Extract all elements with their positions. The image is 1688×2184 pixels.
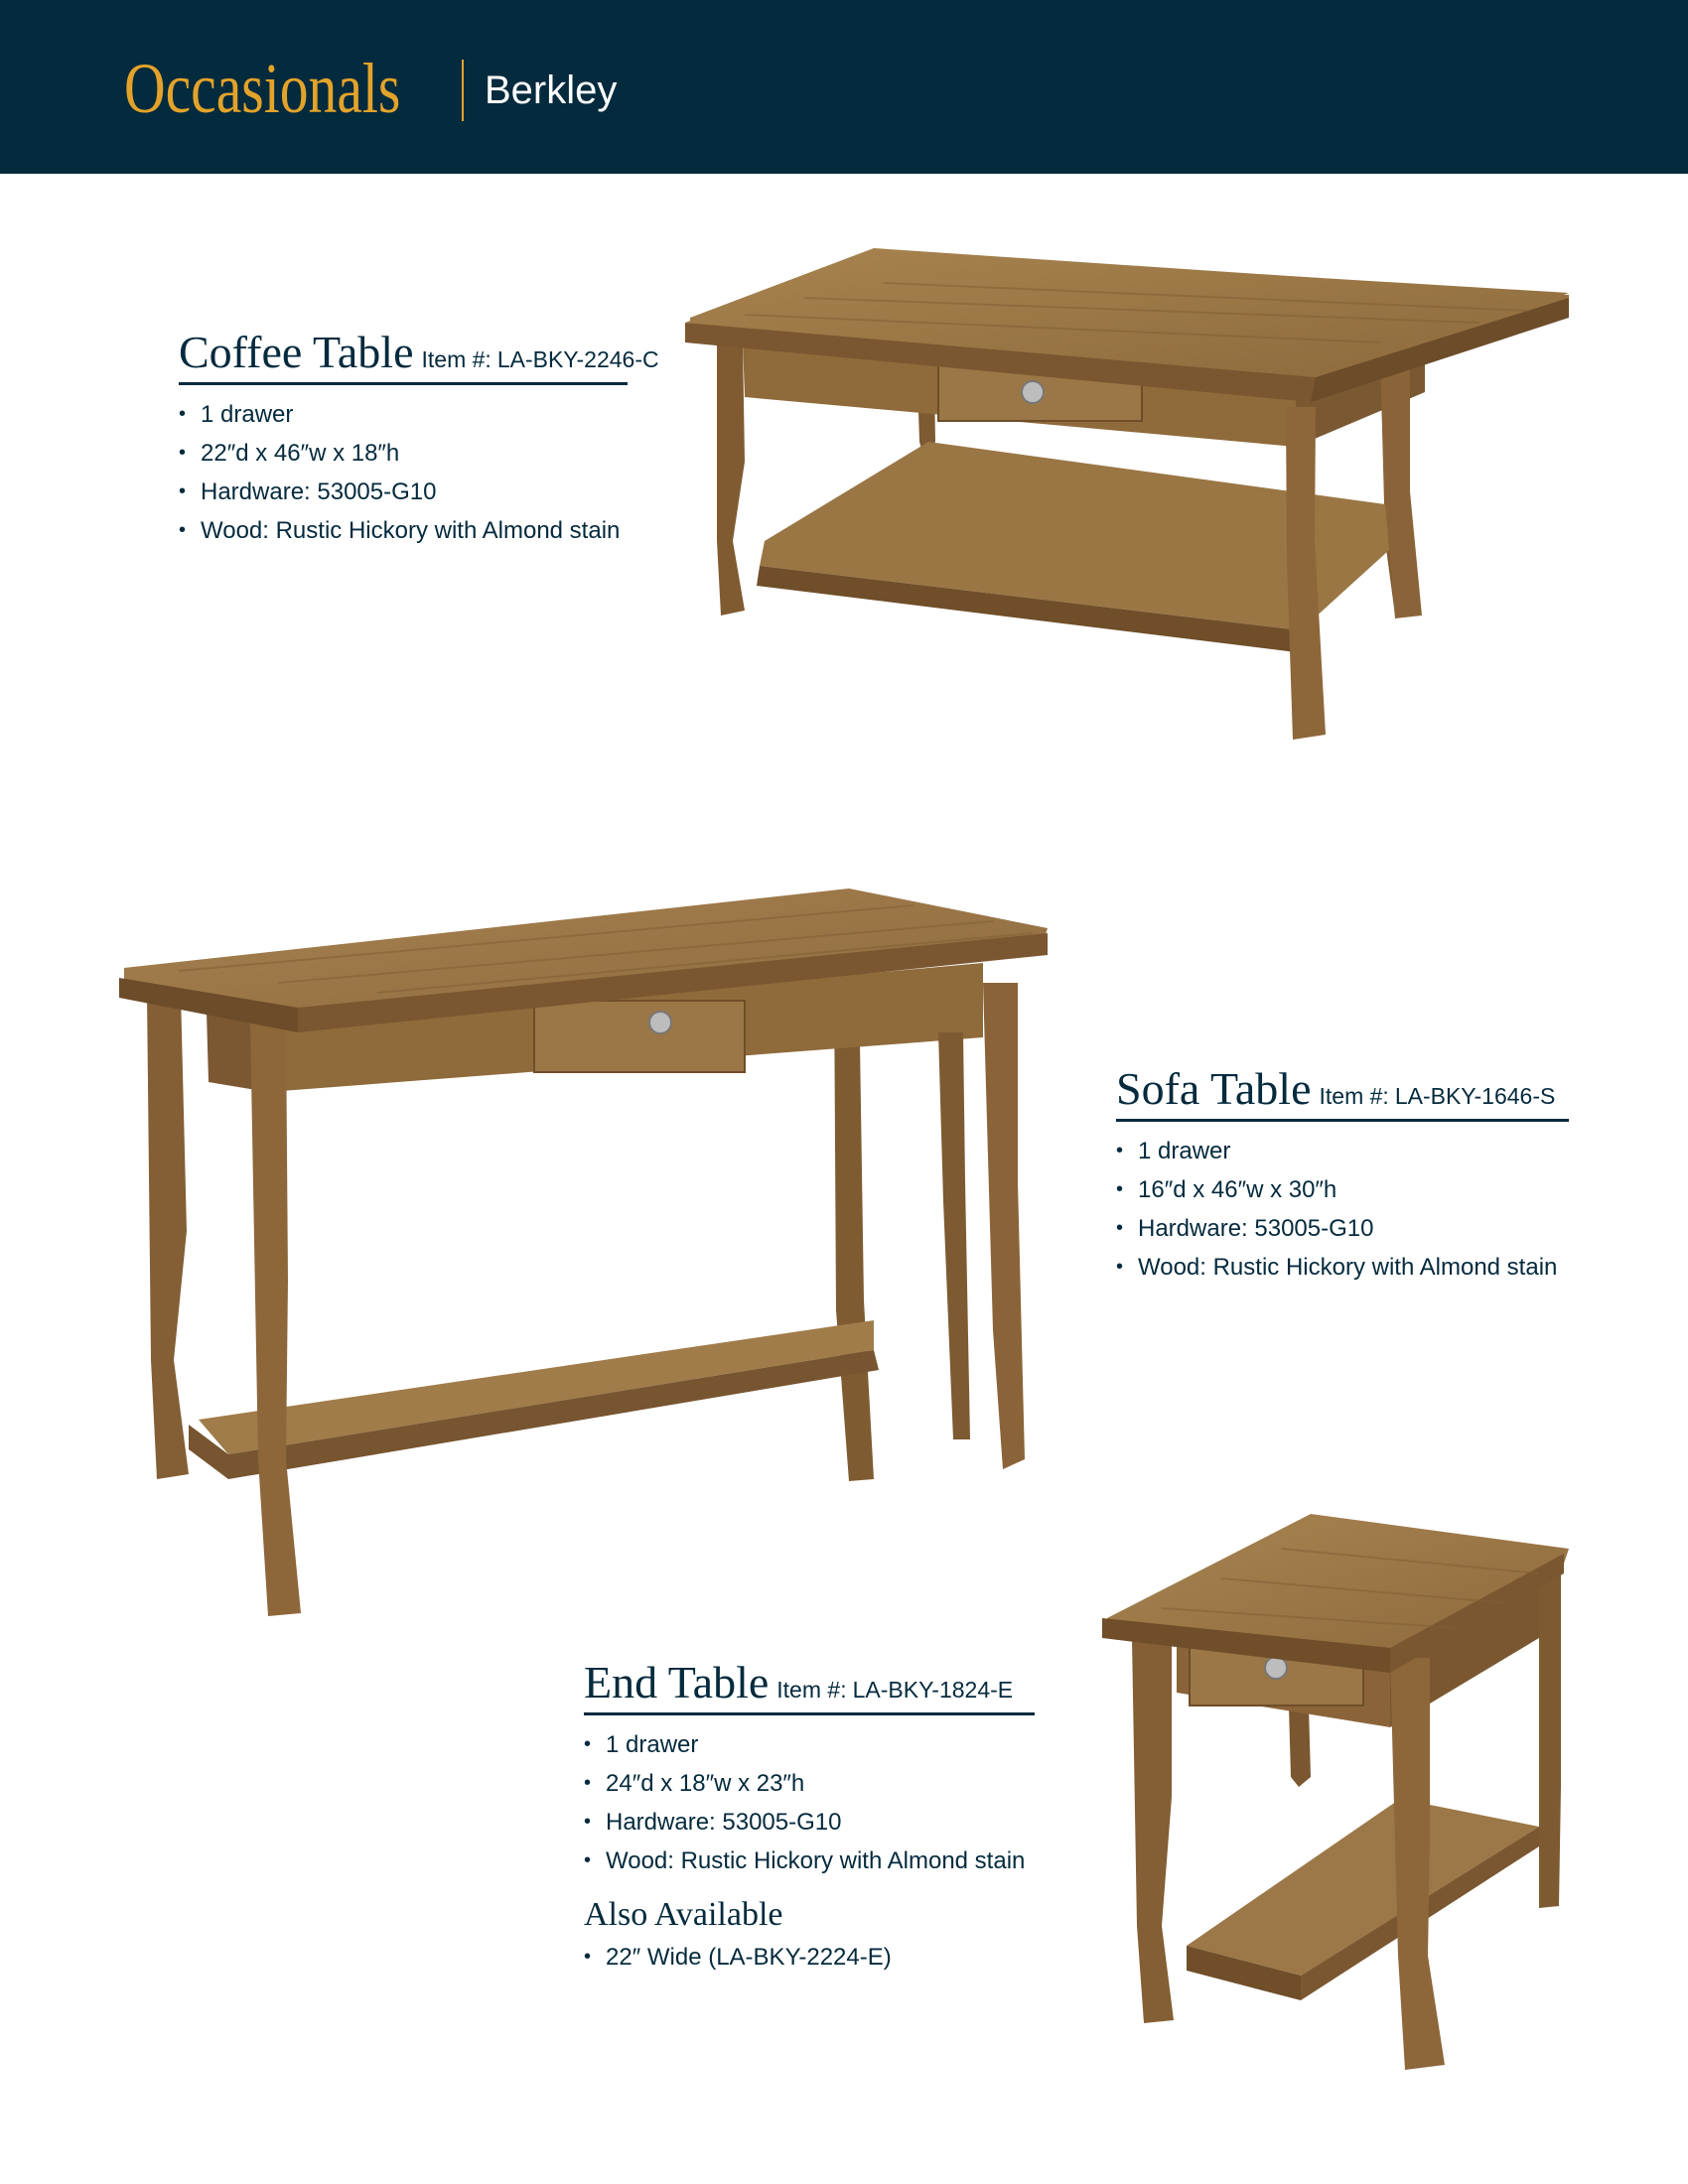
coffee-table-image [685, 243, 1569, 745]
end-table-heading [584, 1656, 1035, 1715]
sofa-table-info [1116, 1062, 1569, 1287]
sofa-table-heading [1116, 1062, 1569, 1122]
item-number: LA-BKY-1646-S [1394, 1083, 1556, 1109]
item-number: LA-BKY-1824-E [852, 1677, 1014, 1703]
spec-item: • Hardware: 53005-G10 [584, 1803, 1035, 1842]
end-table-image [1102, 1509, 1569, 2075]
item-label: Item #: [776, 1677, 847, 1703]
header-divider [462, 60, 464, 121]
end-table-info [584, 1656, 1035, 1977]
collection-name: Berkley [485, 68, 618, 112]
also-available-item: • 22″ Wide (LA-BKY-2224-E) [584, 1938, 1035, 1977]
spec-item: • Hardware: 53005-G10 [1116, 1209, 1569, 1248]
spec-item: • 16″d x 46″w x 30″h [1116, 1170, 1569, 1209]
spec-item: • 24″d x 18″w x 23″h [584, 1764, 1035, 1803]
coffee-table-info [179, 326, 659, 550]
item-label: Item #: [421, 346, 492, 372]
sofa-table-image [119, 884, 1048, 1618]
spec-item: • Hardware: 53005-G10 [179, 473, 628, 511]
spec-item: • 22″d x 46″w x 18″h [179, 434, 628, 473]
spec-item: • Wood: Rustic Hickory with Almond stain [179, 511, 628, 550]
also-available-title: Also Available [584, 1896, 783, 1933]
spec-item: • Wood: Rustic Hickory with Almond stain [584, 1842, 1035, 1880]
product-title: End Table [584, 1657, 770, 1707]
item-number: LA-BKY-2246-C [496, 346, 659, 372]
spec-list [179, 395, 628, 550]
item-label: Item #: [1319, 1083, 1389, 1109]
spec-item: • 1 drawer [1116, 1132, 1569, 1170]
coffee-table-heading [179, 326, 659, 385]
spec-item: • 1 drawer [584, 1725, 1035, 1764]
spec-item: • Wood: Rustic Hickory with Almond stain [1116, 1248, 1569, 1287]
product-title: Coffee Table [179, 327, 414, 377]
spec-list [1116, 1132, 1569, 1287]
also-available-list [584, 1938, 1035, 1977]
spec-item: • 1 drawer [179, 395, 628, 434]
brand-title: Occasionals [124, 49, 401, 128]
spec-list [584, 1725, 1035, 1880]
page-header [0, 0, 1688, 174]
product-title: Sofa Table [1116, 1063, 1312, 1114]
